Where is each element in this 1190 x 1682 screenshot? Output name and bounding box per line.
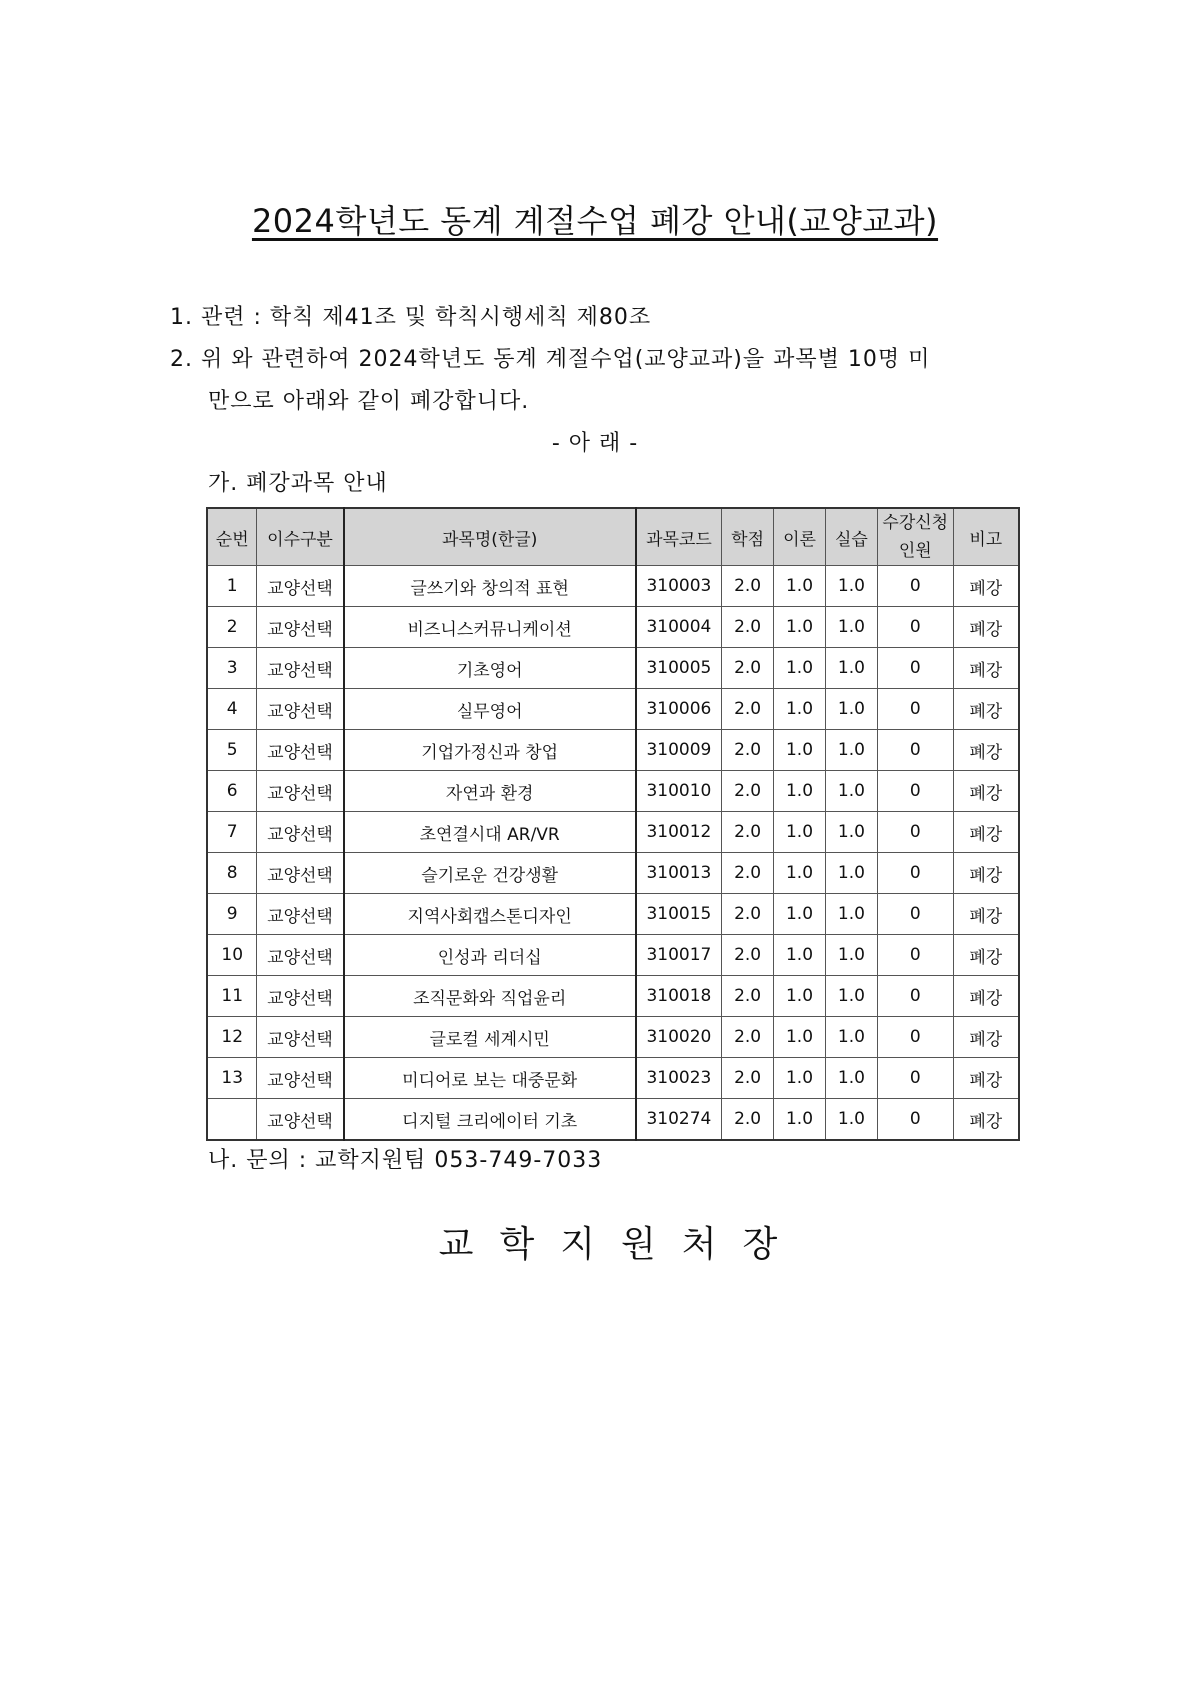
notice-text-line-2: 만으로 아래와 같이 폐강합니다. — [208, 389, 530, 414]
cell-theory: 1.0 — [774, 894, 826, 935]
cell-note: 폐강 — [953, 894, 1019, 935]
cell-note: 폐강 — [953, 976, 1019, 1017]
cell-credit: 2.0 — [722, 812, 774, 853]
cell-practice: 1.0 — [825, 689, 877, 730]
cell-enrollment: 0 — [877, 1099, 953, 1141]
cell-practice: 1.0 — [825, 1099, 877, 1141]
cell-no: 6 — [207, 771, 257, 812]
cell-theory: 1.0 — [774, 1017, 826, 1058]
header-no: 순번 — [207, 508, 257, 566]
cell-enrollment: 0 — [877, 935, 953, 976]
cell-course-code: 310015 — [636, 894, 722, 935]
cell-note: 폐강 — [953, 935, 1019, 976]
table-row — [207, 648, 1019, 689]
cell-no: 11 — [207, 976, 257, 1017]
cell-practice: 1.0 — [825, 1058, 877, 1099]
cell-course-name: 미디어로 보는 대중문화 — [344, 1058, 636, 1099]
cell-practice: 1.0 — [825, 894, 877, 935]
cell-note: 폐강 — [953, 648, 1019, 689]
cell-no: 7 — [207, 812, 257, 853]
cell-note: 폐강 — [953, 812, 1019, 853]
header-practice: 실습 — [825, 508, 877, 566]
cell-no: 5 — [207, 730, 257, 771]
cell-course-code: 310003 — [636, 566, 722, 607]
cell-enrollment: 0 — [877, 812, 953, 853]
cell-course-code: 310012 — [636, 812, 722, 853]
table-row — [207, 853, 1019, 894]
cell-credit: 2.0 — [722, 894, 774, 935]
table-row — [207, 730, 1019, 771]
cell-credit: 2.0 — [722, 566, 774, 607]
cell-no: 1 — [207, 566, 257, 607]
cell-type: 교양선택 — [257, 894, 344, 935]
cell-credit: 2.0 — [722, 853, 774, 894]
cell-no: 2 — [207, 607, 257, 648]
cell-practice: 1.0 — [825, 853, 877, 894]
cell-course-code: 310010 — [636, 771, 722, 812]
table-row — [207, 1017, 1019, 1058]
cell-type: 교양선택 — [257, 648, 344, 689]
cell-credit: 2.0 — [722, 1017, 774, 1058]
cell-practice: 1.0 — [825, 648, 877, 689]
cell-practice: 1.0 — [825, 730, 877, 771]
related-regulation: 1. 관련 : 학칙 제41조 및 학칙시행세칙 제80조 — [170, 305, 652, 330]
cell-type: 교양선택 — [257, 1017, 344, 1058]
cell-course-name: 비즈니스커뮤니케이션 — [344, 607, 636, 648]
cell-theory: 1.0 — [774, 730, 826, 771]
cell-course-name: 인성과 리더십 — [344, 935, 636, 976]
header-theory: 이론 — [774, 508, 826, 566]
cell-theory: 1.0 — [774, 1099, 826, 1141]
cell-practice: 1.0 — [825, 812, 877, 853]
cell-course-code: 310006 — [636, 689, 722, 730]
cell-course-name: 기업가정신과 창업 — [344, 730, 636, 771]
cell-type: 교양선택 — [257, 853, 344, 894]
header-course-code: 과목코드 — [636, 508, 722, 566]
cell-course-code: 310018 — [636, 976, 722, 1017]
cell-theory: 1.0 — [774, 689, 826, 730]
cell-no: 4 — [207, 689, 257, 730]
cell-course-name: 자연과 환경 — [344, 771, 636, 812]
cell-credit: 2.0 — [722, 1058, 774, 1099]
cell-practice: 1.0 — [825, 771, 877, 812]
cell-course-code: 310013 — [636, 853, 722, 894]
section-divider-label: - 아 래 - — [551, 431, 639, 456]
cell-theory: 1.0 — [774, 976, 826, 1017]
cell-type: 교양선택 — [257, 730, 344, 771]
cell-credit: 2.0 — [722, 607, 774, 648]
cell-theory: 1.0 — [774, 607, 826, 648]
subsection-heading: 가. 폐강과목 안내 — [208, 471, 388, 496]
cell-course-name: 디지털 크리에이터 기초 — [344, 1099, 636, 1141]
cell-course-code: 310017 — [636, 935, 722, 976]
cell-course-code: 310009 — [636, 730, 722, 771]
cell-enrollment: 0 — [877, 976, 953, 1017]
cell-course-name: 기초영어 — [344, 648, 636, 689]
table-row — [207, 771, 1019, 812]
cell-no: 12 — [207, 1017, 257, 1058]
header-credit: 학점 — [722, 508, 774, 566]
cell-enrollment: 0 — [877, 607, 953, 648]
cell-no: 8 — [207, 853, 257, 894]
cell-type: 교양선택 — [257, 566, 344, 607]
cell-enrollment: 0 — [877, 1058, 953, 1099]
notice-text-line-1: 2. 위 와 관련하여 2024학년도 동계 계절수업(교양교과)을 과목별 10명 미 — [170, 347, 931, 372]
cell-enrollment: 0 — [877, 730, 953, 771]
document-title: 2024학년도 동계 계절수업 폐강 안내(교양교과) — [251, 202, 939, 240]
cell-enrollment: 0 — [877, 648, 953, 689]
table-row — [207, 566, 1019, 607]
cell-course-name: 슬기로운 건강생활 — [344, 853, 636, 894]
cell-course-name: 실무영어 — [344, 689, 636, 730]
cell-practice: 1.0 — [825, 935, 877, 976]
cell-theory: 1.0 — [774, 853, 826, 894]
cell-note: 폐강 — [953, 1099, 1019, 1141]
cell-theory: 1.0 — [774, 771, 826, 812]
cell-credit: 2.0 — [722, 935, 774, 976]
cell-note: 폐강 — [953, 853, 1019, 894]
cell-note: 폐강 — [953, 730, 1019, 771]
cell-type: 교양선택 — [257, 812, 344, 853]
cell-credit: 2.0 — [722, 771, 774, 812]
cell-credit: 2.0 — [722, 976, 774, 1017]
cell-course-code: 310274 — [636, 1099, 722, 1141]
table-row — [207, 607, 1019, 648]
cell-practice: 1.0 — [825, 566, 877, 607]
cell-enrollment: 0 — [877, 894, 953, 935]
cell-practice: 1.0 — [825, 607, 877, 648]
header-enrollment-line-2: 인원 — [898, 541, 932, 561]
cell-credit: 2.0 — [722, 648, 774, 689]
header-note: 비고 — [953, 508, 1019, 566]
cell-enrollment: 0 — [877, 771, 953, 812]
cell-type: 교양선택 — [257, 689, 344, 730]
cell-enrollment: 0 — [877, 853, 953, 894]
cell-note: 폐강 — [953, 689, 1019, 730]
cell-no — [207, 1099, 257, 1141]
cell-course-name: 지역사회캡스톤디자인 — [344, 894, 636, 935]
cell-note: 폐강 — [953, 1058, 1019, 1099]
contact-info: 나. 문의 : 교학지원팀 053-749-7033 — [208, 1148, 603, 1173]
cell-note: 폐강 — [953, 607, 1019, 648]
table-row — [207, 1099, 1019, 1141]
cell-type: 교양선택 — [257, 976, 344, 1017]
cell-credit: 2.0 — [722, 689, 774, 730]
cell-theory: 1.0 — [774, 1058, 826, 1099]
cancelled-courses-table — [206, 507, 1020, 1141]
cell-note: 폐강 — [953, 566, 1019, 607]
cell-type: 교양선택 — [257, 1058, 344, 1099]
cell-course-name: 초연결시대 AR/VR — [344, 812, 636, 853]
cell-practice: 1.0 — [825, 976, 877, 1017]
cell-enrollment: 0 — [877, 1017, 953, 1058]
cell-enrollment: 0 — [877, 689, 953, 730]
cell-no: 13 — [207, 1058, 257, 1099]
cell-course-name: 글쓰기와 창의적 표현 — [344, 566, 636, 607]
table-row — [207, 812, 1019, 853]
cell-theory: 1.0 — [774, 812, 826, 853]
cell-no: 9 — [207, 894, 257, 935]
cell-type: 교양선택 — [257, 771, 344, 812]
header-enrollment-line-1: 수강신청 — [882, 513, 949, 533]
table-row — [207, 935, 1019, 976]
cell-type: 교양선택 — [257, 1099, 344, 1141]
cell-note: 폐강 — [953, 771, 1019, 812]
cell-course-name: 글로컬 세계시민 — [344, 1017, 636, 1058]
cell-no: 3 — [207, 648, 257, 689]
cell-course-code: 310020 — [636, 1017, 722, 1058]
table-header-row — [207, 508, 1019, 566]
cell-theory: 1.0 — [774, 566, 826, 607]
cell-type: 교양선택 — [257, 935, 344, 976]
cell-course-code: 310005 — [636, 648, 722, 689]
cell-enrollment: 0 — [877, 566, 953, 607]
issuer-signature: 교학지원처장 — [438, 1224, 804, 1265]
cell-note: 폐강 — [953, 1017, 1019, 1058]
table-row — [207, 689, 1019, 730]
header-type: 이수구분 — [257, 508, 344, 566]
cell-credit: 2.0 — [722, 730, 774, 771]
table-row — [207, 976, 1019, 1017]
cell-course-code: 310004 — [636, 607, 722, 648]
cell-type: 교양선택 — [257, 607, 344, 648]
table-row — [207, 1058, 1019, 1099]
cell-course-name: 조직문화와 직업윤리 — [344, 976, 636, 1017]
header-course-name: 과목명(한글) — [344, 508, 636, 566]
cell-theory: 1.0 — [774, 648, 826, 689]
cell-no: 10 — [207, 935, 257, 976]
cell-credit: 2.0 — [722, 1099, 774, 1141]
table-row — [207, 894, 1019, 935]
cell-practice: 1.0 — [825, 1017, 877, 1058]
header-enrollment — [877, 508, 953, 566]
cell-theory: 1.0 — [774, 935, 826, 976]
cell-course-code: 310023 — [636, 1058, 722, 1099]
